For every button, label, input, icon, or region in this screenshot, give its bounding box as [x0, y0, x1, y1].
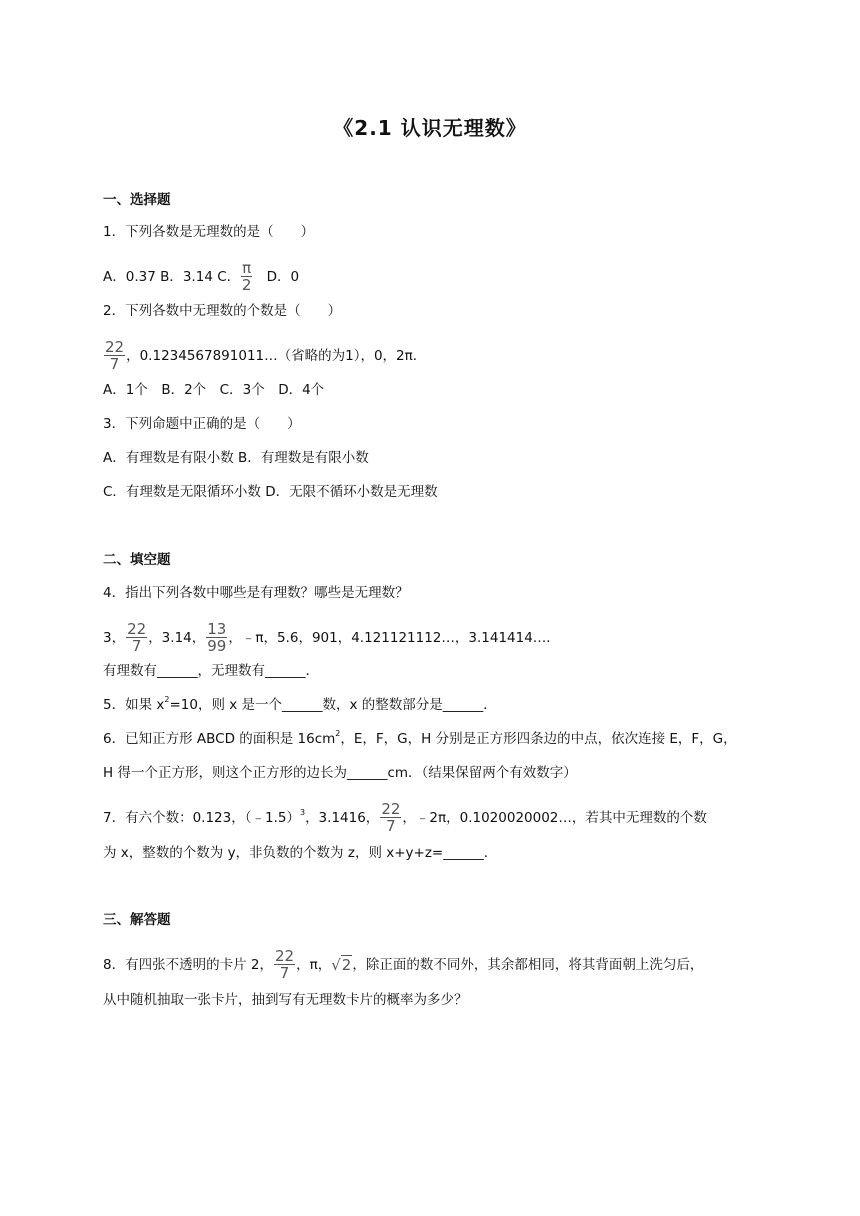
fraction-numerator: 22 — [105, 338, 125, 356]
fraction-pi-over-2 — [241, 261, 252, 293]
question-1-options-abc: A．0.37 B．3.14 C． — [103, 269, 241, 285]
question-5 — [103, 695, 497, 715]
question-6-line-2: H 得一个正方形，则这个正方形的边长为______cm．（结果保留两个有效数字） — [103, 765, 577, 781]
question-6-text-part: 6．已知正方形 ABCD 的面积是 16cm — [103, 731, 336, 747]
fraction-numerator: π — [242, 259, 252, 277]
fraction-numerator: 22 — [274, 947, 295, 965]
exponent: 3 — [299, 808, 306, 817]
section-heading-fill: 二、填空题 — [103, 552, 171, 568]
fraction-numerator: 13 — [207, 620, 227, 638]
question-3-stem: 3．下列命题中正确的是（ ） — [103, 416, 301, 432]
fraction-denominator: 99 — [207, 637, 227, 655]
section-heading-solve: 三、解答题 — [103, 912, 171, 928]
fraction-22-over-7 — [380, 802, 401, 834]
question-2-options: A．1个 B．2个 C．3个 D．4个 — [103, 382, 325, 398]
question-4-text-part: 3， — [103, 630, 126, 646]
question-1-options — [103, 261, 299, 293]
fraction-22-over-7 — [104, 340, 125, 372]
question-4-text-part: ，﹣π，5.6，901，4.121121112…，3.141414…． — [228, 630, 560, 646]
fraction-22-over-7 — [126, 622, 147, 654]
page-title: 《2.1 认识无理数》 — [333, 116, 527, 140]
fraction-denominator: 7 — [279, 964, 290, 982]
question-8-text-part: ，π， — [296, 957, 332, 973]
question-8-text-part: ，除正面的数不同外，其余都相同，将其背面朝上洗匀后， — [352, 957, 704, 973]
exponent: 2 — [164, 695, 170, 704]
question-1-stem: 1．下列各数是无理数的是（ ） — [103, 224, 315, 240]
question-6-text-part: ，E，F，G，H 分别是正方形四条边的中点，依次连接 E，F，G， — [340, 731, 737, 747]
question-4-stem: 4．指出下列各数中哪些是有理数？哪些是无理数？ — [103, 585, 409, 601]
question-7-text-part: ，3.1416， — [305, 810, 380, 826]
question-7-text-part: 7．有六个数：0.123，（﹣1.5） — [103, 810, 300, 826]
fraction-13-over-99 — [206, 622, 227, 654]
fraction-denominator: 2 — [241, 276, 252, 294]
question-7-line-1 — [103, 802, 707, 834]
fraction-numerator: 22 — [381, 800, 401, 818]
question-2-number-list: ，0.1234567891011…（省略的为1），0，2π． — [126, 348, 427, 364]
square-root-2 — [331, 955, 352, 975]
radicand: 2 — [341, 956, 352, 974]
fraction-22-over-7 — [274, 949, 295, 981]
section-heading-choice: 一、选择题 — [103, 192, 171, 208]
question-5-text-part: =10，则 x 是一个______数，x 的整数部分是______． — [169, 697, 497, 713]
exponent: 2 — [335, 729, 341, 738]
question-4-numbers — [103, 622, 560, 654]
question-8-text-part: 8．有四张不透明的卡片 2， — [103, 957, 273, 973]
question-2-stem: 2．下列各数中无理数的个数是（ ） — [103, 303, 342, 319]
fraction-denominator: 7 — [109, 355, 120, 373]
question-4-text-part: ，3.14， — [148, 630, 206, 646]
question-3-options-cd: C．有理数是无限循环小数 D．无限不循环小数是无理数 — [103, 484, 438, 500]
question-6-line-1 — [103, 729, 737, 749]
question-4-answer-blanks: 有理数有______，无理数有______． — [103, 663, 319, 679]
fraction-denominator: 7 — [131, 637, 142, 655]
question-5-text-part: 5．如果 x — [103, 697, 165, 713]
question-2-numbers — [103, 340, 426, 372]
question-8-line-1 — [103, 949, 703, 981]
question-8-line-2: 从中随机抽取一张卡片，抽到写有无理数卡片的概率为多少？ — [103, 992, 468, 1008]
question-7-line-2: 为 x，整数的个数为 y，非负数的个数为 z，则 x+y+z=______． — [103, 845, 498, 861]
fraction-numerator: 22 — [127, 620, 147, 638]
fraction-denominator: 7 — [386, 817, 396, 835]
question-7-text-part: ，﹣2π，0.1020020002…，若其中无理数的个数 — [402, 810, 707, 826]
question-3-options-ab: A．有理数是有限小数 B．有理数是有限小数 — [103, 450, 369, 466]
radical-sign: √ — [331, 956, 341, 974]
question-1-option-d: D．0 — [253, 269, 300, 285]
